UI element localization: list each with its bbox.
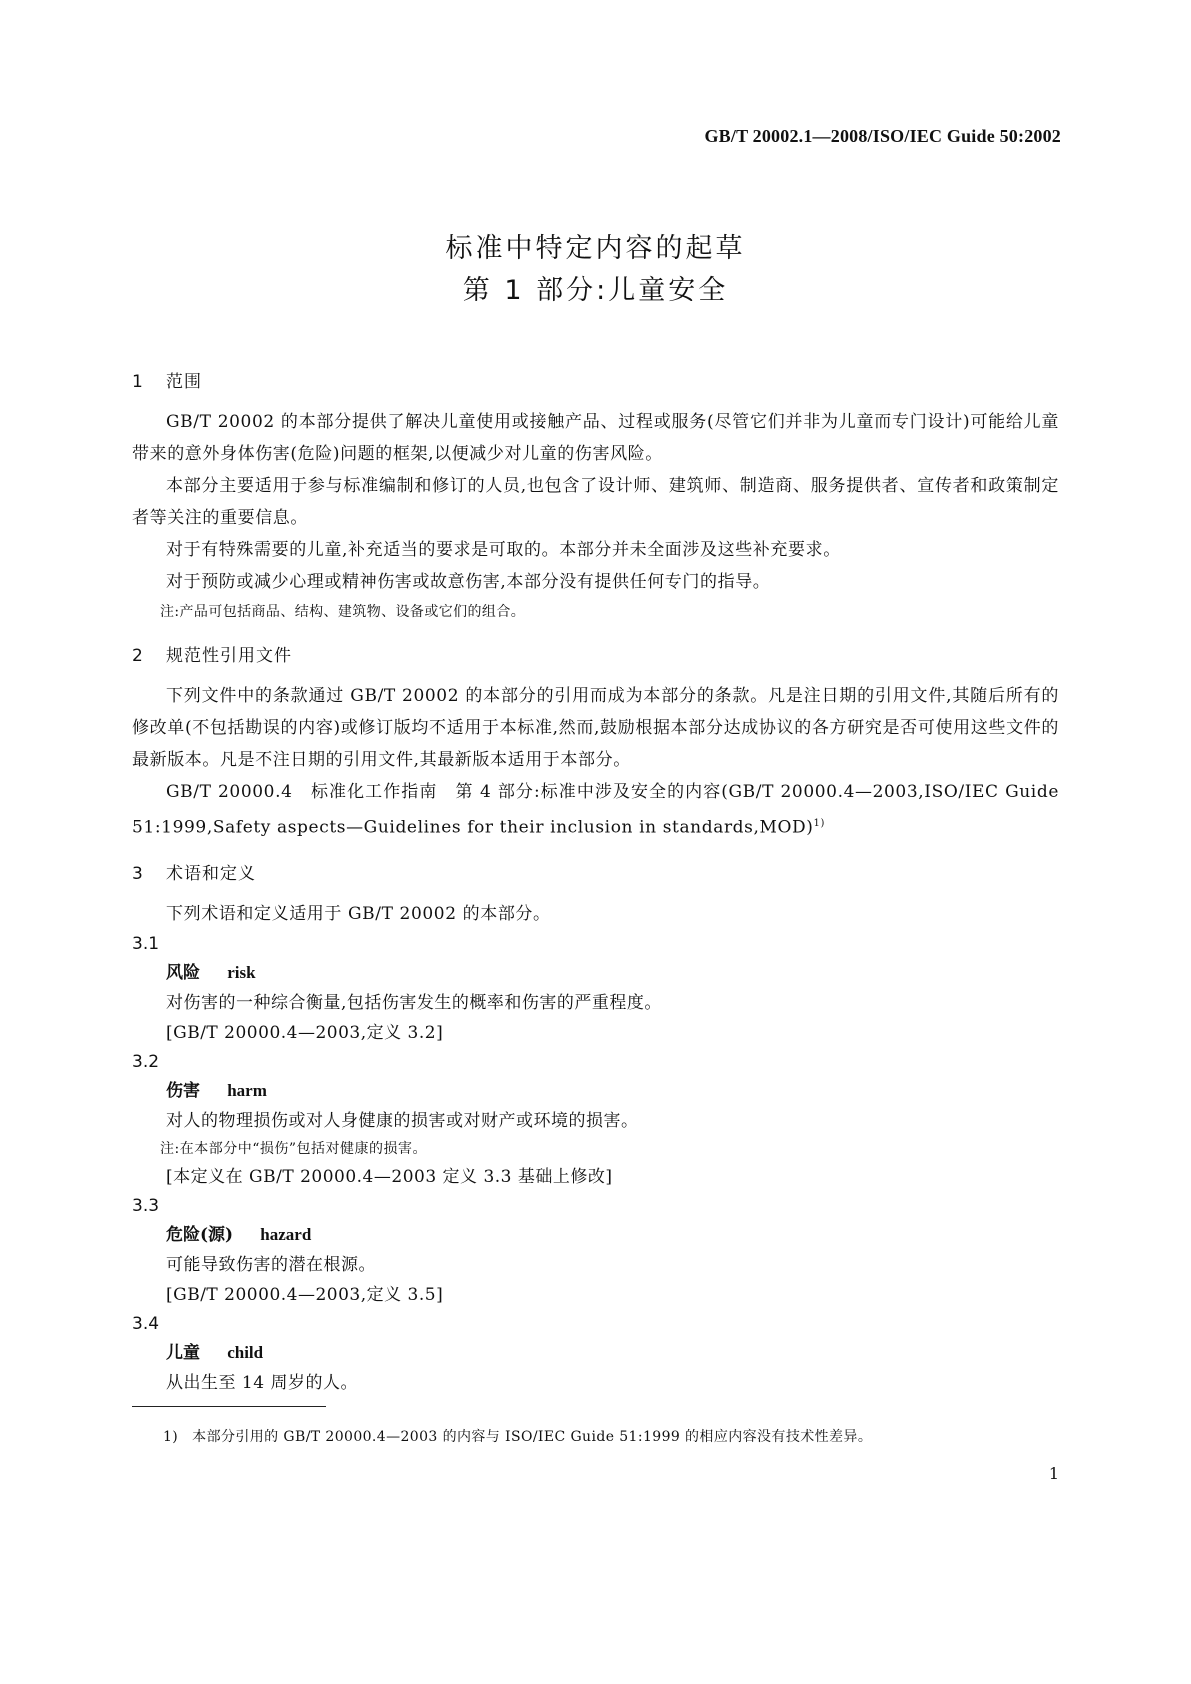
term-note: 注:在本部分中“损伤”包括对健康的损害。 bbox=[160, 1140, 428, 1157]
term-name bbox=[166, 958, 1059, 988]
title-line-2: 第 1 部分:儿童安全 bbox=[462, 275, 729, 306]
term-zh: 危险(源) bbox=[166, 1224, 234, 1245]
title-line-1: 标准中特定内容的起草 bbox=[445, 233, 746, 264]
paragraph: 本部分主要适用于参与标准编制和修订的人员,也包含了设计师、建筑师、制造商、服务提供者、宣传者和政策制定者等关注的重要信息。 bbox=[132, 476, 1059, 528]
term-number: 3.3 bbox=[132, 1195, 160, 1216]
footnote-mark: 1) bbox=[163, 1429, 179, 1445]
footnote-ref-mark: 1) bbox=[813, 818, 825, 829]
section-title: 术语和定义 bbox=[166, 863, 256, 884]
term-zh: 伤害 bbox=[166, 1080, 200, 1101]
document-title bbox=[0, 228, 1191, 312]
term-source: [GB/T 20000.4—2003,定义 3.5] bbox=[166, 1284, 444, 1305]
paragraph: 下列文件中的条款通过 GB/T 20002 的本部分的引用而成为本部分的条款。凡是注日期的引用文件,其随后所有的修改单(不包括勘误的内容)或修订版均不适用于本标准,然而,鼓励根据本部分达成协议的各方研究是否可使用这些文件的最新版本。凡是不注日期的引用文件,其最新版本适用于本部分。 bbox=[132, 686, 1059, 770]
paragraph: GB/T 20002 的本部分提供了解决儿童使用或接触产品、过程或服务(尽管它们并非为儿童而专门设计)可能给儿童带来的意外身体伤害(危险)问题的框架,以便减少对儿童的伤害风险。 bbox=[132, 412, 1059, 464]
footnote-text: 本部分引用的 GB/T 20000.4—2003 的内容与 ISO/IEC Guide 51:1999 的相应内容没有技术性差异。 bbox=[192, 1429, 873, 1445]
term-zh: 风险 bbox=[166, 962, 200, 983]
term-number: 3.2 bbox=[132, 1051, 160, 1072]
document-body bbox=[132, 370, 1059, 1398]
paragraph: 对于预防或减少心理或精神伤害或故意伤害,本部分没有提供任何专门的指导。 bbox=[166, 572, 771, 592]
paragraph: 下列术语和定义适用于 GB/T 20002 的本部分。 bbox=[166, 903, 551, 924]
term-definition: 对伤害的一种综合衡量,包括伤害发生的概率和伤害的严重程度。 bbox=[166, 992, 662, 1013]
term-definition: 对人的物理损伤或对人身健康的损害或对财产或环境的损害。 bbox=[166, 1110, 639, 1131]
reference-text: GB/T 20000.4 标准化工作指南 第 4 部分:标准中涉及安全的内容(GB/T 20000.4—2003,ISO/IEC Guide 51:1999,Safety aspects—Guidelines for their inclusion in standards,MOD) bbox=[132, 782, 1059, 838]
section-title: 规范性引用文件 bbox=[166, 646, 292, 666]
term-source: [本定义在 GB/T 20000.4—2003 定义 3.3 基础上修改] bbox=[166, 1166, 613, 1187]
term-number: 3.1 bbox=[132, 933, 160, 954]
section-number: 3 bbox=[132, 863, 144, 884]
term-en: risk bbox=[227, 962, 256, 982]
term-name bbox=[166, 1076, 1059, 1106]
footnote-divider bbox=[132, 1406, 326, 1407]
section-heading bbox=[132, 370, 1059, 394]
page-number: 1 bbox=[1048, 1464, 1059, 1483]
section-heading bbox=[132, 644, 1059, 668]
term-definition: 从出生至 14 周岁的人。 bbox=[166, 1372, 358, 1393]
footnote bbox=[163, 1426, 872, 1448]
term-name bbox=[166, 1220, 1059, 1250]
section-number: 1 bbox=[132, 372, 144, 392]
term-zh: 儿童 bbox=[166, 1342, 200, 1363]
section-title: 范围 bbox=[166, 372, 202, 392]
term-en: child bbox=[227, 1342, 264, 1362]
term-number: 3.4 bbox=[132, 1313, 160, 1334]
paragraph: 对于有特殊需要的儿童,补充适当的要求是可取的。本部分并未全面涉及这些补充要求。 bbox=[166, 540, 841, 560]
term-en: hazard bbox=[260, 1224, 312, 1244]
term-definition: 可能导致伤害的潜在根源。 bbox=[166, 1254, 376, 1275]
note: 注:产品可包括商品、结构、建筑物、设备或它们的组合。 bbox=[160, 604, 526, 620]
term-name bbox=[166, 1338, 1059, 1368]
normative-reference bbox=[132, 776, 1059, 844]
standard-code: GB/T 20002.1—2008/ISO/IEC Guide 50:2002 bbox=[704, 126, 1061, 146]
section-number: 2 bbox=[132, 646, 144, 666]
section-heading bbox=[132, 862, 1059, 886]
term-source: [GB/T 20000.4—2003,定义 3.2] bbox=[166, 1022, 444, 1043]
term-en: harm bbox=[227, 1080, 267, 1100]
